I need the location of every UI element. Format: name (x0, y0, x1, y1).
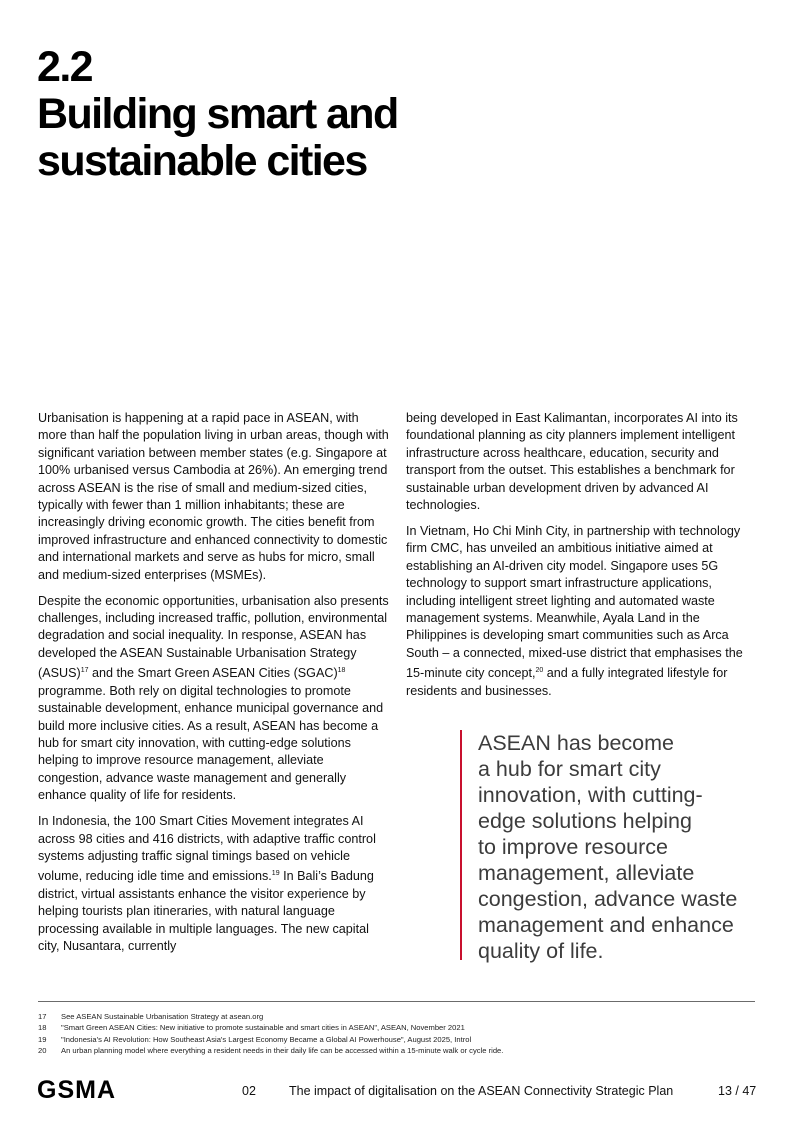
paragraph-challenges (38, 593, 390, 805)
pull-quote-line: management, alleviate (478, 861, 695, 885)
footnote-17 (38, 1011, 755, 1022)
footer-report-title: The impact of digitalisation on the ASEAN Connectivity Strategic Plan (289, 1084, 674, 1098)
left-column (38, 410, 390, 956)
footnote-ref-20: 20 (535, 667, 544, 675)
footnote-ref-18: 18 (337, 667, 346, 675)
section-number: 2.2 (37, 43, 92, 91)
pull-quote-line: congestion, advance waste (478, 887, 738, 911)
pull-quote-line: quality of life. (478, 939, 604, 963)
pull-quote-line: a hub for smart city (478, 757, 661, 781)
footnote-18 (38, 1022, 755, 1033)
paragraph-challenges-text-a: Despite the economic opportunities, urbanisation also presents challenges, including increased traffic, pollution, environmental degradation and social inequality. In response, ASEAN has developed the ASEAN Sustainable Urbanisation Strategy (ASUS) (38, 593, 389, 681)
pull-quote-line: to improve resource (478, 835, 668, 859)
footnote-19 (38, 1034, 755, 1045)
section-title-line-1: Building smart and (37, 90, 398, 138)
pull-quote-line: edge solutions helping (478, 809, 692, 833)
paragraph-vietnam-text-a: In Vietnam, Ho Chi Minh City, in partnership with technology firm CMC, has unveiled an ambitious initiative aimed at establishing an AI-driven city model. Singapore uses 5G technology to support smart infrastructure applications, including intelligent street lighting and automated waste management systems. Meanwhile, Ayala Land in the Philippines is developing smart communities such as Arca South – a connected, mixed-use district that emphasises the 15-minute city concept, (406, 523, 743, 681)
footnote-divider (38, 1001, 755, 1002)
paragraph-urbanisation: Urbanisation is happening at a rapid pace in ASEAN, with more than half the population living in urban areas, though with significant variation between member states (e.g. Singapore at 100% urbanised versus Cambodia at 26%). An emerging trend across ASEAN is the rise of small and medium-sized cities, typically with fewer than 1 million inhabitants; these are increasingly driving economic growth. The cities benefit from improved infrastructure and enhanced connectivity to domestic and international markets and serve as hubs for micro, small and medium-sized enterprises (MSMEs). (38, 411, 389, 582)
pull-quote-line: management and enhance (478, 913, 734, 937)
paragraph-nusantara: being developed in East Kalimantan, incorporates AI into its foundational planning as city planners implement intelligent infrastructure across healthcare, education, security and transport from the outset. This establishes a benchmark for sustainable urban development driven by advanced AI technologies. (406, 411, 738, 513)
footnote-number: 18 (38, 1023, 47, 1033)
footnote-number: 20 (38, 1045, 47, 1055)
paragraph-challenges-text-b: and the Smart Green ASEAN Cities (SGAC) (88, 666, 338, 681)
footnote-ref-19: 19 (271, 870, 280, 878)
section-title-line-2: sustainable cities (37, 137, 367, 185)
footnote-ref-17: 17 (80, 667, 89, 675)
footnote-number: 17 (38, 1012, 47, 1021)
footnote-text: An urban planning model where everything a resident needs in their daily life can be accessed within a 15-minute walk or cycle ride. (61, 1045, 504, 1055)
paragraph-vietnam-text-b: and a fully integrated lifestyle for residents and businesses. (406, 666, 728, 698)
footnotes (38, 1011, 755, 1056)
paragraph-indonesia-text-b: In Bali’s Badung district, virtual assistants enhance the visitor experience by helping tourists plan itineraries, with natural language processing available in multiple languages. The new capital city, Nusantara, currently (38, 869, 374, 954)
section-heading (37, 44, 398, 185)
footer-pagination: 13 / 47 (718, 1084, 757, 1098)
pull-quote-line: innovation, with cutting- (478, 783, 703, 807)
footnote-20 (38, 1045, 755, 1056)
right-column (406, 410, 756, 709)
paragraph-challenges-text-c: programme. Both rely on digital technologies to promote sustainable development, enhance municipal governance and build more inclusive cities. As a result, ASEAN has become a hub for smart city innovation, with cutting-edge solutions helping to improve resource management, alleviate congestion, advance waste management and generally enhance quality of life for residents. (38, 683, 384, 803)
paragraph-vietnam (406, 523, 756, 700)
pull-quote-line: ASEAN has become (478, 731, 674, 755)
gsma-logo: GSMA (37, 1076, 116, 1104)
footer-section-code: 02 (242, 1084, 256, 1098)
footnote-text: See ASEAN Sustainable Urbanisation Strategy at asean.org (61, 1012, 264, 1021)
pull-quote (460, 730, 760, 963)
paragraph-indonesia-text-a: In Indonesia, the 100 Smart Cities Movement integrates AI across 98 cities and 416 districts, with adaptive traffic control systems adjusting traffic signal timings based on vehicle volume, reducing idle time and emissions. (38, 814, 376, 884)
paragraph-indonesia (38, 813, 390, 955)
footnote-number: 19 (38, 1034, 47, 1044)
footnote-text: "Indonesia's AI Revolution: How Southeast Asia's Largest Economy Became a Global AI Powerhouse", August 2025, Introl (61, 1034, 472, 1044)
footnote-text: "Smart Green ASEAN Cities: New initiative to promote sustainable and smart cities in ASEAN", ASEAN, November 2021 (61, 1023, 465, 1033)
